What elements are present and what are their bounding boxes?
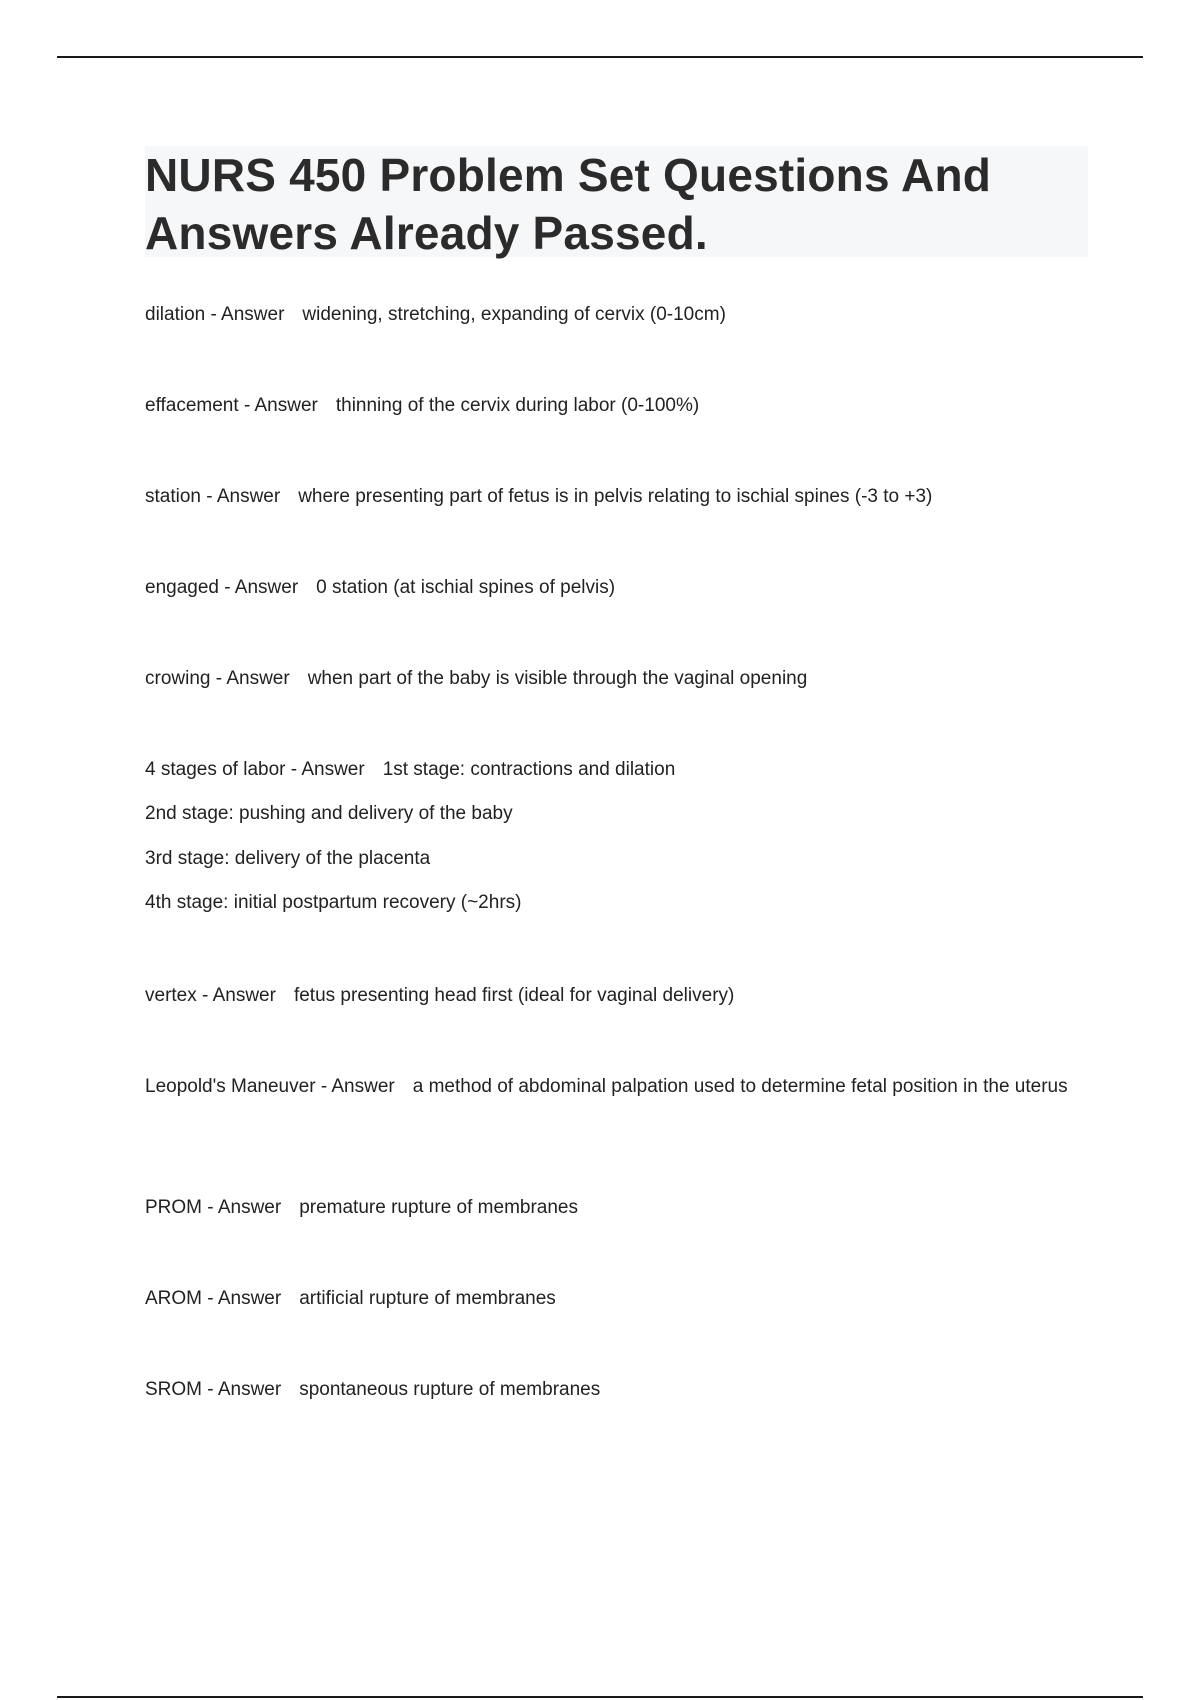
- qa-answer: widening, stretching, expanding of cervix (0-10cm): [302, 304, 726, 325]
- qa-term: dilation: [145, 304, 206, 325]
- qa-answer: a method of abdominal palpation used to determine fetal position in the uterus: [412, 1076, 1068, 1097]
- answer-label: - Answer: [290, 759, 365, 780]
- qa-term: station: [145, 486, 201, 507]
- qa-answer: 1st stage: contractions and dilation: [382, 759, 676, 780]
- page-title: NURS 450 Problem Set Questions And Answers Already Passed.: [145, 149, 992, 259]
- answer-label: - Answer: [207, 1288, 282, 1309]
- qa-answer: fetus presenting head first (ideal for vaginal delivery): [293, 985, 735, 1006]
- qa-term: PROM: [145, 1197, 202, 1218]
- qa-item-engaged: [145, 573, 1095, 603]
- qa-term: effacement: [145, 395, 239, 416]
- answer-label: - Answer: [210, 304, 285, 325]
- qa-term: vertex: [145, 985, 197, 1006]
- qa-term: engaged: [145, 577, 219, 598]
- title-block: [145, 146, 1088, 257]
- qa-term: AROM: [145, 1288, 202, 1309]
- qa-term: SROM: [145, 1379, 202, 1400]
- answer-label: - Answer: [243, 395, 318, 416]
- answer-label: - Answer: [215, 668, 290, 689]
- qa-answer: artificial rupture of membranes: [299, 1288, 556, 1309]
- qa-answer-continuation: 4th stage: initial postpartum recovery (~2hrs): [145, 892, 522, 913]
- answer-label: - Answer: [224, 577, 299, 598]
- qa-answer: spontaneous rupture of membranes: [299, 1379, 601, 1400]
- qa-item-crowing: [145, 664, 1095, 694]
- qa-answer: thinning of the cervix during labor (0-100%): [335, 395, 700, 416]
- header-rule: [57, 56, 1143, 58]
- answer-label: - Answer: [207, 1379, 282, 1400]
- qa-item-dilation: [145, 300, 1095, 330]
- footer-rule: [57, 1696, 1143, 1698]
- qa-term: 4 stages of labor: [145, 759, 286, 780]
- answer-label: - Answer: [202, 985, 276, 1006]
- qa-answer: 0 station (at ischial spines of pelvis): [316, 577, 616, 598]
- qa-answer: where presenting part of fetus is in pelvis relating to ischial spines (-3 to +3): [298, 486, 933, 507]
- answer-label: - Answer: [320, 1076, 395, 1097]
- qa-answer-continuation: 3rd stage: delivery of the placenta: [145, 848, 431, 869]
- qa-term: Leopold's Maneuver: [145, 1076, 316, 1097]
- qa-item-srom: [145, 1375, 1095, 1405]
- qa-term: crowing: [145, 668, 211, 689]
- qa-item-arom: [145, 1284, 1095, 1314]
- answer-label: - Answer: [206, 486, 281, 507]
- qa-item-stages-of-labor: [145, 755, 1095, 918]
- qa-item-vertex: [145, 981, 1095, 1011]
- qa-answer: when part of the baby is visible through the vaginal opening: [307, 668, 808, 689]
- qa-answer-continuation: 2nd stage: pushing and delivery of the baby: [145, 803, 513, 824]
- answer-label: - Answer: [207, 1197, 282, 1218]
- qa-item-prom: [145, 1193, 1095, 1223]
- qa-item-effacement: [145, 391, 1095, 421]
- qa-item-leopolds-maneuver: [145, 1072, 1095, 1102]
- qa-item-station: [145, 482, 1095, 512]
- qa-answer: premature rupture of membranes: [299, 1197, 578, 1218]
